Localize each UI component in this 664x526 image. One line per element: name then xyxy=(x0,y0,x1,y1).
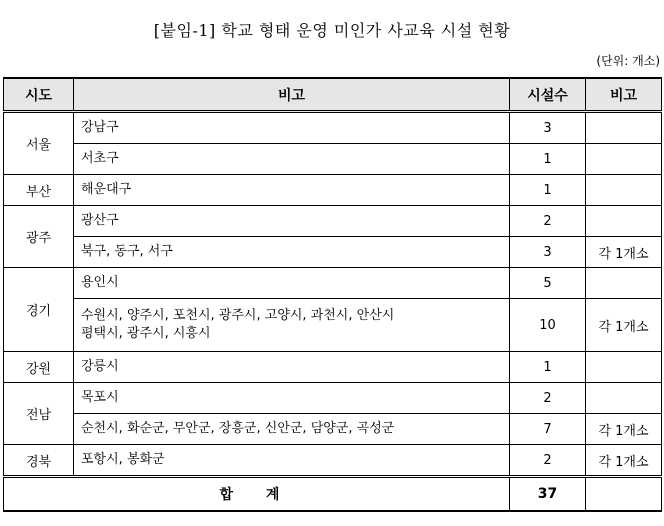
table-row xyxy=(4,112,662,144)
note-cell: 북구, 동구, 서구 xyxy=(74,237,510,268)
total-row xyxy=(4,477,662,512)
sido-cell: 부산 xyxy=(4,175,74,206)
count-cell: 2 xyxy=(510,383,586,414)
remark-cell xyxy=(586,383,662,414)
table-header-row xyxy=(4,78,662,112)
table-row xyxy=(4,206,662,237)
remark-cell xyxy=(586,352,662,383)
table-row xyxy=(4,299,662,352)
remark-cell: 각 1개소 xyxy=(586,237,662,268)
count-cell: 1 xyxy=(510,144,586,175)
facility-table xyxy=(3,77,662,512)
table-row xyxy=(4,383,662,414)
remark-cell: 각 1개소 xyxy=(586,445,662,477)
table-row xyxy=(4,268,662,299)
note-cell: 해운대구 xyxy=(74,175,510,206)
header-note: 비고 xyxy=(74,78,510,112)
note-cell: 강릉시 xyxy=(74,352,510,383)
header-count: 시설수 xyxy=(510,78,586,112)
table-row xyxy=(4,144,662,175)
table-row xyxy=(4,237,662,268)
table-row xyxy=(4,414,662,445)
note-cell: 목포시 xyxy=(74,383,510,414)
remark-cell xyxy=(586,206,662,237)
unit-label: (단위: 개소) xyxy=(596,54,660,68)
remark-cell xyxy=(586,112,662,144)
count-cell: 2 xyxy=(510,206,586,237)
remark-cell xyxy=(586,175,662,206)
count-cell: 7 xyxy=(510,414,586,445)
note-cell: 포항시, 봉화군 xyxy=(74,445,510,477)
sido-cell: 경기 xyxy=(4,268,74,352)
remark-cell: 각 1개소 xyxy=(586,299,662,352)
note-cell: 용인시 xyxy=(74,268,510,299)
count-cell: 1 xyxy=(510,352,586,383)
count-cell: 2 xyxy=(510,445,586,477)
total-value: 37 xyxy=(510,477,586,512)
note-cell xyxy=(74,299,510,352)
remark-cell xyxy=(586,268,662,299)
header-remark: 비고 xyxy=(586,78,662,112)
note-cell: 광산구 xyxy=(74,206,510,237)
count-cell: 1 xyxy=(510,175,586,206)
remark-cell xyxy=(586,144,662,175)
table-row xyxy=(4,175,662,206)
sido-cell: 광주 xyxy=(4,206,74,268)
table-row xyxy=(4,352,662,383)
count-cell: 3 xyxy=(510,237,586,268)
note-cell: 순천시, 화순군, 무안군, 장흥군, 신안군, 담양군, 곡성군 xyxy=(74,414,510,445)
table-row xyxy=(4,445,662,477)
sido-cell: 전남 xyxy=(4,383,74,445)
count-cell: 5 xyxy=(510,268,586,299)
note-line: 수원시, 양주시, 포천시, 광주시, 고양시, 과천시, 안산시 xyxy=(81,308,395,323)
sido-cell: 경북 xyxy=(4,445,74,477)
header-sido: 시도 xyxy=(4,78,74,112)
total-remark xyxy=(586,477,662,512)
sido-cell: 강원 xyxy=(4,352,74,383)
note-cell: 강남구 xyxy=(74,112,510,144)
total-label: 합 계 xyxy=(4,477,510,512)
sido-cell: 서울 xyxy=(4,112,74,175)
document-title: [붙임-1] 학교 형태 운영 미인가 사교육 시설 현황 xyxy=(153,21,511,40)
remark-cell: 각 1개소 xyxy=(586,414,662,445)
note-cell: 서초구 xyxy=(74,144,510,175)
count-cell: 10 xyxy=(510,299,586,352)
count-cell: 3 xyxy=(510,112,586,144)
note-line: 평택시, 광주시, 시흥시 xyxy=(81,326,211,341)
